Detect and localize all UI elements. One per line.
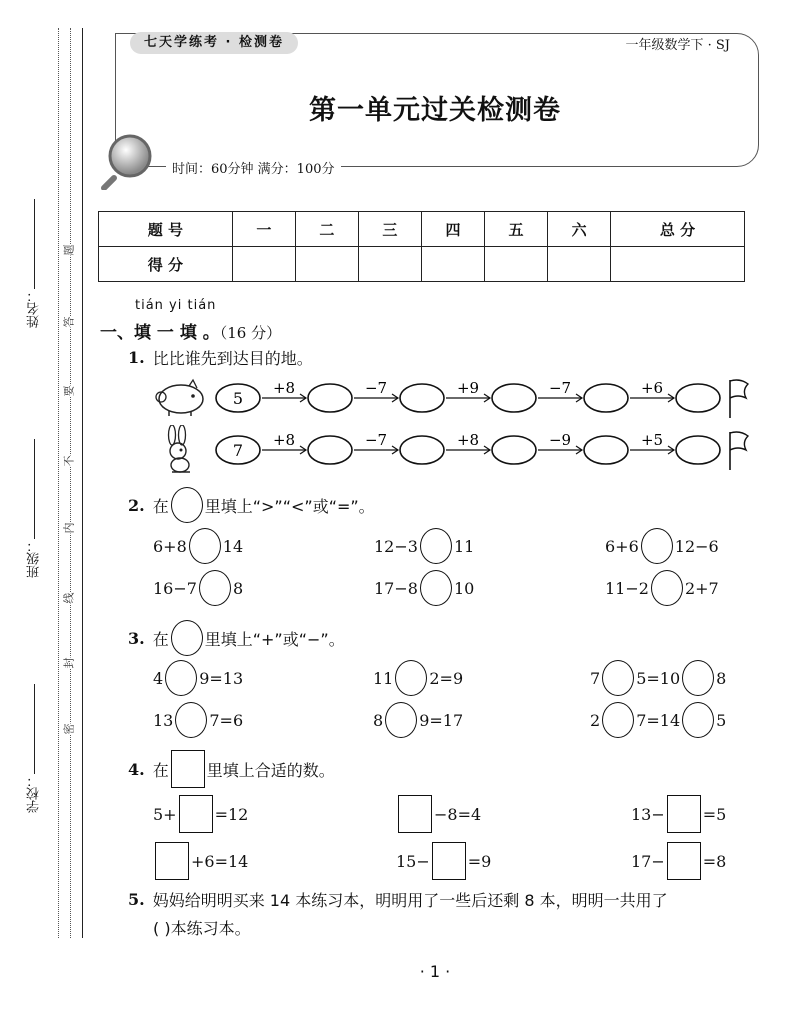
series-tag: 七天学练考 · 检测卷 — [130, 32, 298, 54]
answer-circle[interactable] — [175, 702, 207, 738]
score-header-cell: 三 — [358, 212, 421, 247]
expr-right: 8 — [716, 668, 727, 688]
expr-right: 10 — [453, 578, 475, 598]
expr-middle: 5=10 — [636, 668, 681, 688]
answer-circle[interactable] — [641, 528, 673, 564]
compare-item — [374, 528, 474, 564]
question-5 — [128, 888, 668, 911]
score-cell[interactable] — [421, 247, 484, 282]
expr-right: =12 — [214, 804, 249, 824]
expr-right: 12−6 — [674, 536, 719, 556]
score-header-cell: 题 号 — [99, 212, 233, 247]
expr-left: 12−3 — [374, 536, 418, 556]
answer-oval[interactable] — [308, 384, 352, 412]
score-cell[interactable] — [611, 247, 745, 282]
question-text-post: 里填上“>”“<”或“=”。 — [204, 496, 375, 516]
seal-char: 密 — [62, 723, 76, 735]
answer-oval[interactable] — [584, 436, 628, 464]
question-number: 2. — [128, 495, 145, 515]
expr-left: 13− — [631, 804, 665, 824]
answer-circle[interactable] — [199, 570, 231, 606]
expr-right: =5 — [702, 804, 727, 824]
answer-blank: ( )本练习本。 — [153, 919, 251, 938]
page-title: 第一单元过关检测卷 — [309, 95, 561, 126]
operator-item — [373, 702, 463, 738]
expr-left: 17−8 — [374, 578, 418, 598]
question-number: 4. — [128, 759, 145, 779]
question-text: 比比谁先到达目的地。 — [152, 349, 313, 368]
sample-circle — [171, 620, 203, 656]
calc-chain-pig — [150, 376, 760, 422]
answer-circle[interactable] — [385, 702, 417, 738]
score-header-cell: 六 — [548, 212, 611, 247]
flag-icon — [730, 380, 748, 418]
fill-item — [631, 842, 726, 880]
section-title-text: 一、填 一 填 。 — [100, 323, 220, 343]
question-text-pre: 在 — [152, 760, 169, 780]
section-points: （16 分） — [219, 324, 282, 342]
expr-right: 2+7 — [684, 578, 719, 598]
expr-left: 15− — [396, 851, 430, 871]
question-number: 5. — [128, 890, 145, 909]
flag-icon — [730, 432, 748, 470]
question-4 — [128, 750, 335, 788]
answer-box[interactable] — [179, 795, 213, 833]
seal-char: 内 — [62, 522, 76, 534]
answer-circle[interactable] — [651, 570, 683, 606]
seal-char: 题 — [62, 244, 76, 256]
chain-op-label: −7 — [364, 379, 388, 397]
school-label: 学校： — [26, 774, 42, 813]
expr-left: 6+8 — [153, 536, 187, 556]
score-cell[interactable] — [548, 247, 611, 282]
chain-start-value: 7 — [232, 441, 244, 460]
answer-circle[interactable] — [682, 660, 714, 696]
expr-left: 6+6 — [605, 536, 639, 556]
expr-left: 4 — [153, 668, 164, 688]
expr-right: 11 — [453, 536, 475, 556]
operator-item — [153, 660, 243, 696]
expr-left: 5+ — [153, 804, 177, 824]
magnifier-icon — [100, 132, 158, 190]
answer-oval[interactable] — [400, 436, 444, 464]
expr-right: −8=4 — [434, 804, 482, 824]
score-header-cell: 一 — [232, 212, 295, 247]
expr-right: =8 — [702, 851, 727, 871]
seal-char: 线 — [62, 592, 76, 604]
question-number: 1. — [128, 348, 145, 367]
class-label: 班级： — [26, 539, 42, 578]
chain-op-label: −7 — [548, 379, 572, 397]
chain-op-label: +6 — [640, 379, 664, 397]
answer-oval[interactable] — [400, 384, 444, 412]
score-header-cell: 总 分 — [611, 212, 745, 247]
compare-item — [153, 570, 243, 606]
school-field[interactable] — [22, 680, 46, 813]
operator-item — [590, 660, 726, 696]
margin-dotted-line — [58, 28, 59, 938]
score-header-cell: 四 — [421, 212, 484, 247]
expr-right: 9=13 — [199, 668, 244, 688]
answer-circle[interactable] — [189, 528, 221, 564]
chain-op-label: −9 — [548, 431, 572, 449]
expr-left: 16−7 — [153, 578, 197, 598]
score-cell[interactable] — [295, 247, 358, 282]
compare-item — [605, 528, 719, 564]
margin-line — [82, 28, 83, 938]
expr-left: 11−2 — [605, 578, 649, 598]
operator-item — [153, 702, 243, 738]
question-3 — [128, 620, 345, 656]
compare-item — [374, 570, 474, 606]
expr-left: 7 — [590, 668, 601, 688]
seal-char: 答 — [62, 316, 76, 328]
compare-item — [153, 528, 243, 564]
question-text-post: 里填上合适的数。 — [206, 760, 335, 780]
chain-op-label: +8 — [272, 431, 296, 449]
expr-right: 2=9 — [429, 668, 464, 688]
expr-right: 9=17 — [419, 710, 464, 730]
fill-item — [631, 795, 726, 833]
chain-op-label: +8 — [272, 379, 296, 397]
answer-box[interactable] — [667, 842, 701, 880]
question-text-pre: 在 — [152, 629, 169, 649]
operator-item — [373, 660, 463, 696]
score-cell[interactable] — [358, 247, 421, 282]
chain-op-label: +5 — [640, 431, 664, 449]
question-5-blank[interactable] — [153, 916, 251, 939]
grade-label: 一年级数学下 · SJ — [619, 34, 736, 53]
answer-oval[interactable] — [308, 436, 352, 464]
answer-circle[interactable] — [420, 570, 452, 606]
expr-left: 17− — [631, 851, 665, 871]
margin-dotted-line — [70, 28, 71, 938]
answer-box[interactable] — [398, 795, 432, 833]
question-number: 3. — [128, 628, 145, 648]
answer-circle[interactable] — [602, 660, 634, 696]
time-info: 时间：60分钟 满分：100分 — [166, 158, 341, 177]
fill-item — [153, 795, 248, 833]
answer-oval[interactable] — [676, 384, 720, 412]
answer-oval[interactable] — [492, 436, 536, 464]
expr-right: +6=14 — [191, 851, 249, 871]
answer-oval[interactable] — [676, 436, 720, 464]
chain-start-value: 5 — [232, 389, 244, 408]
fill-item — [153, 842, 248, 880]
seal-char: 要 — [62, 385, 76, 397]
calc-chain-rabbit — [150, 428, 760, 474]
expr-right: =9 — [467, 851, 492, 871]
question-text-post: 里填上“+”或“−”。 — [204, 629, 345, 649]
score-row-label: 得 分 — [99, 247, 233, 282]
score-cell[interactable] — [232, 247, 295, 282]
answer-box[interactable] — [667, 795, 701, 833]
answer-box[interactable] — [155, 842, 189, 880]
fill-item — [396, 795, 481, 833]
expr-middle: 7=14 — [636, 710, 681, 730]
page-number: · 1 · — [419, 962, 451, 981]
answer-circle[interactable] — [165, 660, 197, 696]
expr-left: 2 — [590, 710, 601, 730]
question-text: 妈妈给明明买来 14 本练习本，明明用了一些后还剩 8 本，明明一共用了 — [152, 891, 668, 910]
answer-circle[interactable] — [420, 528, 452, 564]
expr-right: 7=6 — [209, 710, 244, 730]
score-header-cell: 二 — [295, 212, 358, 247]
answer-oval[interactable] — [492, 384, 536, 412]
answer-oval[interactable] — [584, 384, 628, 412]
expr-left: 11 — [373, 668, 394, 688]
chain-op-label: −7 — [364, 431, 388, 449]
answer-box[interactable] — [432, 842, 466, 880]
seal-char: 封 — [62, 657, 76, 669]
class-field[interactable] — [22, 435, 46, 578]
name-field[interactable] — [22, 195, 46, 328]
score-header-cell: 五 — [485, 212, 548, 247]
operator-item — [590, 702, 726, 738]
score-table — [98, 211, 745, 282]
chain-op-label: +8 — [456, 431, 480, 449]
answer-circle[interactable] — [602, 702, 634, 738]
fill-item — [396, 842, 491, 880]
compare-item — [605, 570, 719, 606]
section-pinyin: tián yi tián — [135, 298, 217, 313]
answer-circle[interactable] — [395, 660, 427, 696]
question-text-pre: 在 — [152, 496, 169, 516]
expr-right: 5 — [716, 710, 727, 730]
seal-char: 不 — [62, 455, 76, 467]
sample-circle — [171, 487, 203, 523]
chain-op-label: +9 — [456, 379, 480, 397]
sample-box — [171, 750, 205, 788]
expr-left: 13 — [153, 710, 174, 730]
answer-circle[interactable] — [682, 702, 714, 738]
question-2 — [128, 487, 375, 523]
name-label: 姓名： — [26, 289, 42, 328]
question-1 — [128, 346, 313, 369]
expr-right: 14 — [222, 536, 244, 556]
section-title — [100, 318, 281, 343]
score-cell[interactable] — [485, 247, 548, 282]
expr-right: 8 — [232, 578, 244, 598]
expr-left: 8 — [373, 710, 384, 730]
